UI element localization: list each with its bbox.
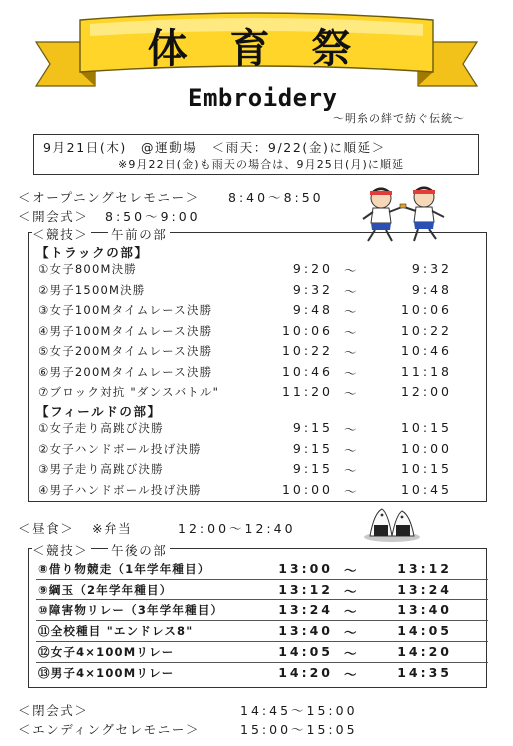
event-name: ②女子ハンドボール投げ決勝 — [38, 441, 202, 456]
event-end-time: 10:46 — [400, 343, 452, 358]
time-dash: ～ — [344, 386, 360, 401]
event-start-time: 9:15 — [292, 461, 333, 476]
ending-label: ＜エンディングセレモニー＞ — [18, 722, 201, 737]
afternoon-heading-label: ＜競技＞ — [32, 541, 91, 559]
row-divider — [36, 641, 488, 642]
time-dash: ～ — [344, 583, 360, 599]
time-dash: ～ — [344, 345, 360, 360]
event-name: ⑦ブロック対抗 "ダンスバトル" — [38, 385, 220, 399]
banner-title: 体 育 祭 — [147, 26, 366, 72]
info-rain-note: ※9月22日(金)も雨天の場合は、9月25日(月)に順延 — [118, 158, 405, 171]
event-start-time: 10:22 — [281, 343, 333, 358]
lunch-note: ※弁当 — [92, 521, 133, 536]
time-dash: ～ — [344, 563, 360, 578]
event-end-time: 10:15 — [400, 461, 452, 476]
event-name: ⑨綱玉（2年学年種目） — [38, 582, 173, 597]
lunch-label: ＜昼食＞ — [18, 521, 75, 536]
morning-heading-label: ＜競技＞ — [32, 225, 91, 243]
time-dash: ～ — [344, 422, 360, 437]
event-end-time: 14:35 — [397, 664, 452, 680]
time-dash: ～ — [344, 442, 360, 458]
lunch-time: 12:00～12:40 — [178, 521, 296, 536]
event-start-time: 9:48 — [292, 302, 333, 317]
time-dash: ～ — [344, 263, 360, 278]
time-dash: ～ — [344, 483, 360, 499]
morning-heading-session: 午前の部 — [108, 225, 170, 243]
afternoon-heading-session: 午後の部 — [108, 541, 170, 559]
event-end-time: 10:00 — [400, 440, 452, 456]
baton — [400, 204, 406, 208]
event-start-time: 9:32 — [292, 281, 333, 297]
event-start-time: 14:20 — [278, 664, 333, 680]
time-dash: ～ — [344, 365, 360, 381]
event-end-time: 13:12 — [397, 561, 452, 576]
time-dash: ～ — [344, 666, 360, 682]
banner-tagline: ～明糸の絆で紡ぐ伝統～ — [333, 112, 465, 125]
event-start-time: 11:20 — [281, 384, 333, 399]
time-dash: ～ — [344, 324, 360, 340]
event-name: ⑬男子4×100Mリレー — [38, 665, 175, 680]
closing-time: 14:45～15:00 — [240, 703, 358, 718]
event-end-time: 13:24 — [397, 581, 452, 597]
time-dash: ～ — [344, 463, 360, 478]
banner-subtitle: Embroidery — [188, 84, 338, 112]
event-name: ⑥男子200Mタイムレース決勝 — [38, 364, 213, 379]
event-name: ⑤女子200Mタイムレース決勝 — [38, 344, 213, 358]
row-divider — [36, 599, 488, 600]
event-start-time: 10:00 — [281, 481, 333, 497]
time-dash: ～ — [344, 645, 360, 661]
opening-time: 8:40～8:50 — [228, 190, 324, 205]
event-start-time: 13:24 — [278, 602, 333, 618]
ending-time: 15:00～15:05 — [240, 722, 358, 737]
row-divider — [36, 620, 488, 621]
event-start-time: 9:15 — [292, 440, 333, 456]
open-ceremony-time: 8:50～9:00 — [105, 209, 201, 224]
opening-label: ＜オープニングセレモニー＞ — [18, 190, 200, 205]
field-section-title: 【フィールドの部】 — [36, 404, 162, 419]
event-name: ②男子1500M決勝 — [38, 282, 146, 297]
event-name: ④男子ハンドボール投げ決勝 — [38, 482, 202, 497]
event-end-time: 14:05 — [397, 623, 452, 639]
event-name: ④男子100Mタイムレース決勝 — [38, 323, 213, 338]
event-end-time: 14:20 — [397, 643, 452, 659]
event-start-time: 14:05 — [278, 643, 333, 659]
event-start-time: 9:20 — [292, 261, 333, 276]
event-name: ⑧借り物競走（1年学年種目） — [38, 562, 211, 576]
open-ceremony-label: ＜開会式＞ — [18, 209, 89, 224]
event-end-time: 10:22 — [400, 322, 452, 338]
event-end-time: 9:32 — [411, 261, 452, 276]
time-dash: ～ — [344, 604, 360, 620]
event-name: ⑫女子4×100Mリレー — [38, 644, 175, 659]
info-date-location: 9月21日(木) @運動場 ＜雨天：9/22(金)に順延＞ — [43, 140, 386, 155]
event-start-time: 13:12 — [278, 581, 333, 597]
track-section-title: 【トラックの部】 — [36, 245, 149, 260]
time-dash: ～ — [344, 625, 360, 641]
event-start-time: 13:00 — [278, 561, 333, 576]
event-name: ⑩障害物リレー（3年学年種目） — [38, 603, 224, 618]
event-name: ⑪全校種目 "エンドレス8" — [38, 624, 194, 639]
event-name: ③女子100Mタイムレース決勝 — [38, 303, 213, 317]
onigiri-illustration — [362, 503, 422, 543]
row-divider — [36, 579, 488, 580]
closing-label: ＜閉会式＞ — [18, 703, 89, 718]
event-end-time: 13:40 — [397, 602, 452, 618]
event-start-time: 10:06 — [281, 322, 333, 338]
event-name: ①女子800M決勝 — [38, 262, 137, 276]
time-dash: ～ — [344, 283, 360, 299]
event-end-time: 10:45 — [400, 481, 452, 497]
event-name: ①女子走り高跳び決勝 — [38, 421, 164, 435]
event-end-time: 10:15 — [400, 420, 452, 435]
row-divider — [36, 662, 488, 663]
event-end-time: 9:48 — [411, 281, 452, 297]
time-dash: ～ — [344, 304, 360, 319]
event-start-time: 9:15 — [292, 420, 333, 435]
event-name: ③男子走り高跳び決勝 — [38, 462, 164, 476]
event-end-time: 11:18 — [400, 363, 452, 379]
event-start-time: 10:46 — [281, 363, 333, 379]
event-end-time: 10:06 — [400, 302, 452, 317]
event-start-time: 13:40 — [278, 623, 333, 639]
event-end-time: 12:00 — [400, 384, 452, 399]
